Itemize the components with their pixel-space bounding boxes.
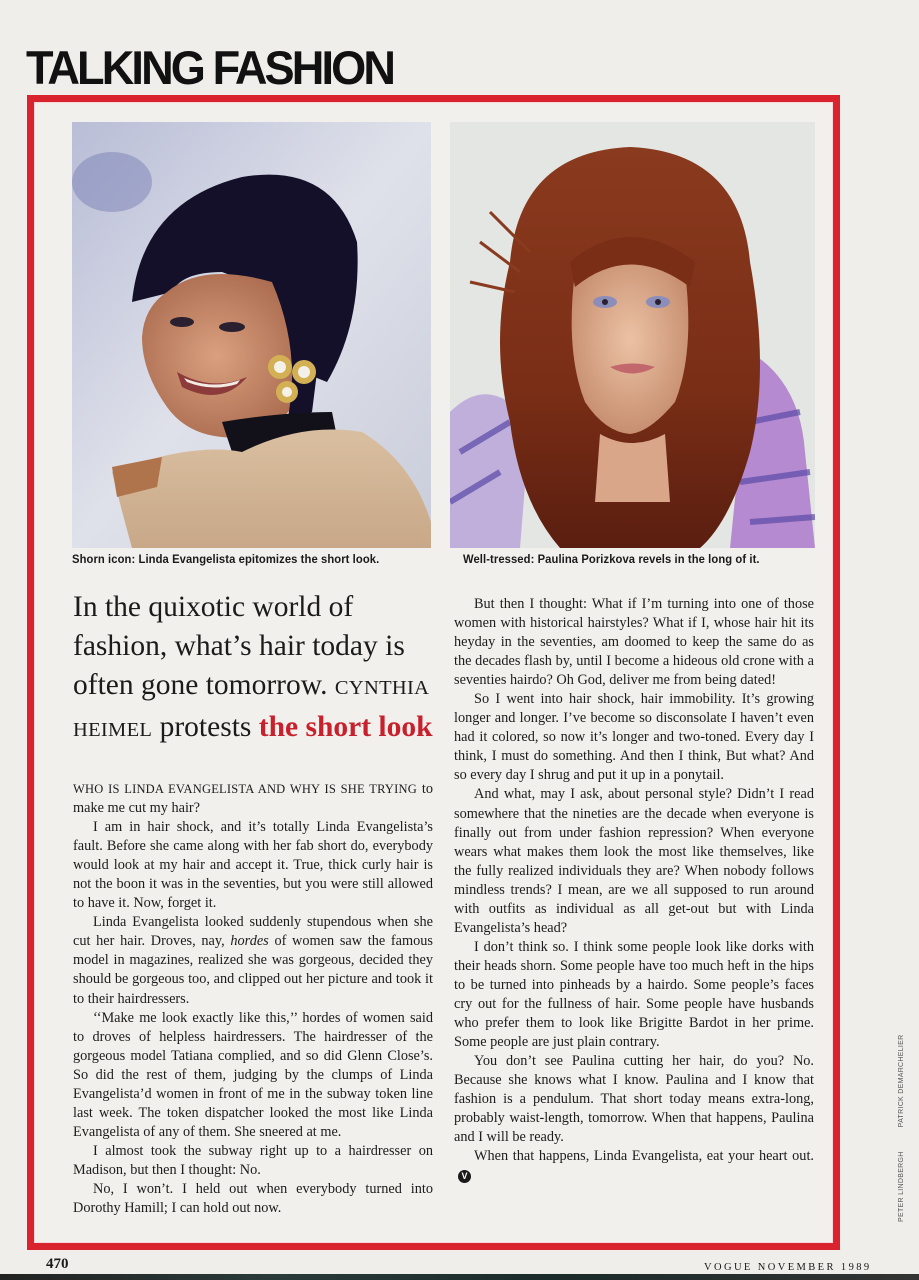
deck-verb: protests (159, 711, 252, 743)
article-column-left (73, 780, 433, 1218)
paragraph-text: When that happens, Linda Evangelista, eat your heart out. (474, 1148, 814, 1165)
article-column-right (454, 595, 814, 1185)
article-paragraph: You don’t see Paulina cutting her hair, do you? No. Because she knows what I know. Paulina and I know that fashion is a pendulum. That short today means extra-long, probably waist-length, tomorrow. When that happens, Paulina and I will be ready. (454, 1053, 814, 1146)
page-number: 470 (46, 1256, 69, 1272)
article-paragraph: I almost took the subway right up to a hairdresser on Madison, but then I thought: No. (73, 1142, 433, 1178)
article-paragraph: I don’t think so. I think some people look like dorks with their heads shorn. Some people have too much heft in the hips to be turned into pinheads by a hairdo. Some people’s faces cry out for the fullness of hair. Some people have husbands who prefer them to look like Brigitte Bardot in her prime. Some people are just plain contrary. (454, 938, 814, 1051)
paragraph-text: Linda Evangelista looked suddenly stupendous when she cut her hair. Droves, nay, (73, 914, 433, 950)
article-paragraph (454, 1147, 814, 1185)
paragraph-text: of women saw the famous model in magazines, realized she was gorgeous, decided they should be gorgeous too, and clipped out her picture and took it to their hairdressers. (73, 933, 433, 1007)
article-paragraph (73, 913, 433, 1008)
vogue-end-mark-icon: V (458, 1170, 471, 1183)
article-paragraph: But then I thought: What if I’m turning into one of those women with historical hairstyles? What if I, whose hair hit its heyday in the seventies, am doomed to keep the same do as the decades flash by, until I become a hideous old crone with a seventies hairdo? Oh God, deliver me from being dated! (454, 596, 814, 689)
credit-right: PATRICK DEMARCHELIER (898, 1034, 905, 1128)
italic-text: hordes (230, 933, 269, 950)
photo-paulina-porizkova (450, 122, 815, 548)
article-paragraph: So I went into hair shock, hair immobility. It’s growing longer and longer. I’ve become so disconsolate I haven’t even had it colored, so now it’s longer and two-toned. Every day I think, I must do something. And then I think, But what? And so every day I shrug and put it up in a ponytail. (454, 691, 814, 784)
deck-text: In the quixotic world of fashion, what’s hair today is often gone tomorrow. (73, 591, 405, 701)
article-paragraph: ‘‘Make me look exactly like this,’’ hordes of women said to droves of helpless hairdressers. The hairdresser of the gorgeous model Tatiana complied, and so did Glenn Close’s. So did the rest of them, judging by the clumps of Linda Evangelista’d women in front of me in the subway token line last week. The token dispatcher looked the most like Linda Evangelista of any of them. She sneered at me. (73, 1009, 433, 1140)
credit-left: PETER LINDBERGH (898, 1151, 905, 1222)
deck-byline: CYNTHIA HEIMEL (73, 677, 429, 741)
caption-right: Well-tressed: Paulina Porizkova revels in the long of it. (463, 552, 760, 566)
caption-left: Shorn icon: Linda Evangelista epitomizes the short look. (72, 552, 380, 566)
lead-caps: WHO IS LINDA EVANGELISTA AND WHY IS SHE TRYING (73, 782, 417, 796)
article-deck (73, 588, 438, 750)
issue-line: VOGUE NOVEMBER 1989 (704, 1262, 872, 1273)
article-paragraph: And what, may I ask, about personal style? Didn’t I read somewhere that the nineties are the decade when everyone is finally out from under fashion repression? When everyone wears what makes them look the most like themselves, like the fully realized individuals they are? When nobody follows mindless trends? I mean, are we all supposed to run around with outfits as individual as all get-out but with Linda Evangelista’s head? (454, 786, 814, 936)
scan-edge (0, 1274, 919, 1280)
section-kicker: TALKING FASHION (26, 41, 394, 94)
article-lead (73, 780, 433, 818)
photo-credits (898, 992, 905, 1222)
article-paragraph: I am in hair shock, and it’s totally Linda Evangelista’s fault. Before she came along with her fab short do, everybody would look at my hair and accept it. True, thick curly hair is not the boon it was in the seventies, but you were still allowed to have it. Now, forget it. (73, 819, 433, 912)
lead-rest: to make me cut my hair? (73, 781, 433, 817)
deck-highlight: the short look (258, 711, 433, 743)
photo-linda-evangelista (72, 122, 431, 548)
article-paragraph: No, I won’t. I held out when everybody turned into Dorothy Hamill; I can hold out now. (73, 1180, 433, 1217)
